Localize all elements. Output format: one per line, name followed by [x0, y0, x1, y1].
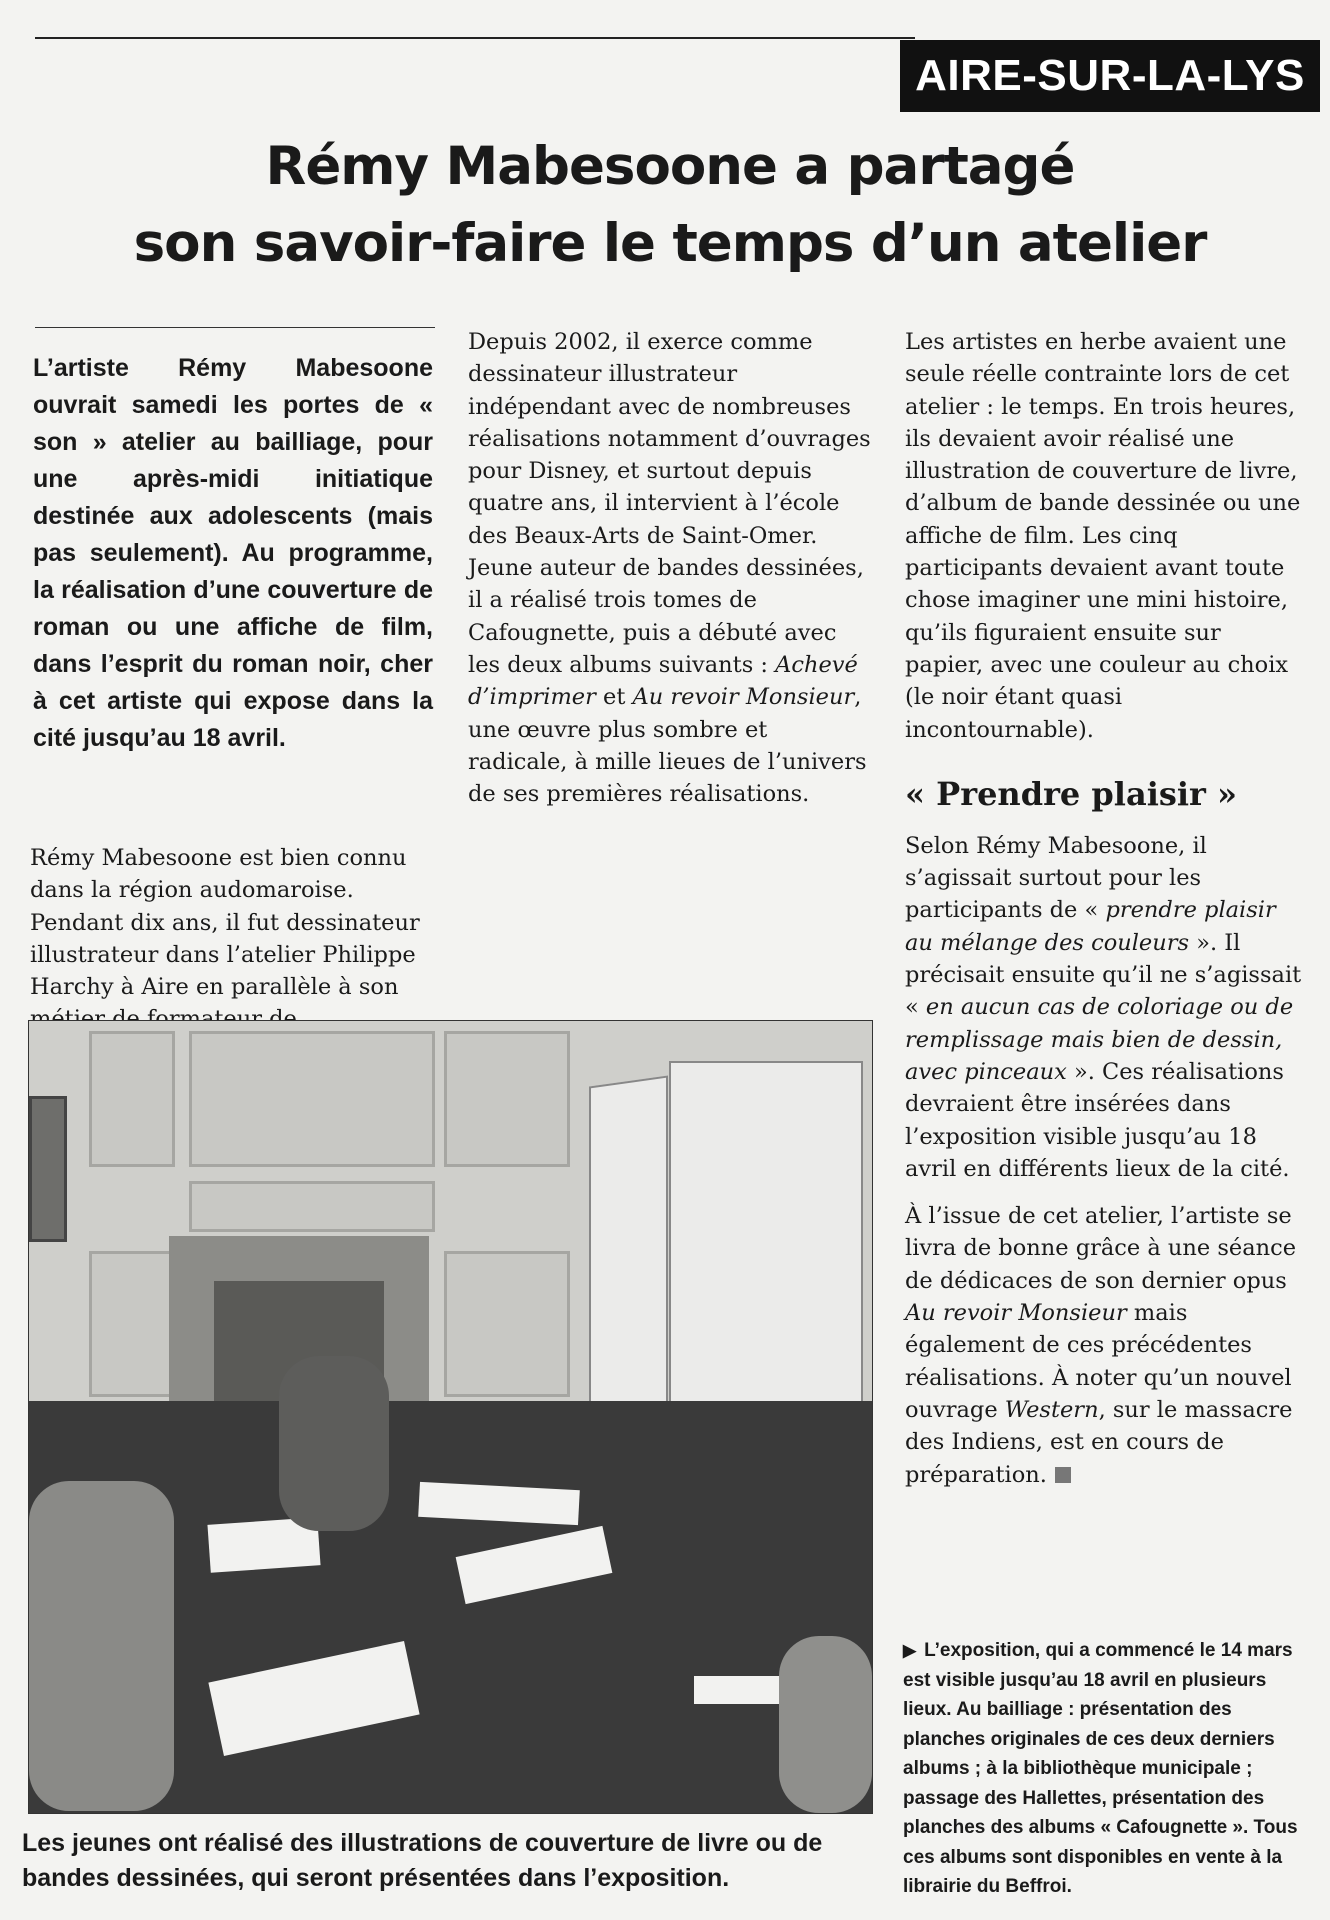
body-paragraph-5-b: mais également de ces précédentes réalisations. À noter qu’un nouvel ouvrage	[905, 1300, 1292, 1423]
column-1	[30, 842, 435, 1001]
photo-wall-panel	[89, 1031, 175, 1167]
body-paragraph-4-b: ». Il précisait ensuite qu’il ne s’agissait «	[905, 929, 1302, 1021]
top-rule	[35, 37, 915, 39]
body-paragraph-4-c: ». Ces réalisations devraient être insérées dans l’exposition visible jusqu’au 18 avril en différents lieux de la cité.	[905, 1058, 1290, 1182]
body-paragraph-2-end: , une œuvre plus sombre et radicale, à mille lieues de l’univers de ses premières réalisations.	[468, 684, 867, 808]
body-paragraph-2-text: Depuis 2002, il exerce comme dessinateur illustrateur indépendant avec de nombreuses réalisations notamment d’ouvrages pour Disney, et surtout depuis quatre ans, il intervient à l’école des Beaux-Arts de Saint-Omer. Jeune auteur de bandes dessinées, il a réalisé trois tomes de Cafougnette, puis a débuté avec les deux albums suivants :	[468, 329, 871, 678]
body-paragraph-3: Les artistes en herbe avaient une seule réelle contrainte lors de cet atelier : le temps. En trois heures, ils devaient avoir réalisé une illustration de couverture de livre, d’album de bande dessinée ou une affiche de film. Les cinq participants devaient avant toute chose imaginer une mini histoire, qu’ils figuraient ensuite sur papier, avec une couleur au choix (le noir étant quasi incontournable).	[905, 329, 1301, 743]
photo-wall-frame	[29, 1096, 67, 1242]
album-title-1: Achevé d’imprimer	[468, 651, 858, 711]
headline-line-1: Rémy Mabesoone a partagé	[265, 136, 1075, 197]
photo-artwork-sheet	[694, 1676, 779, 1704]
column-3	[905, 326, 1305, 1491]
infobox-text: L’exposition, qui a commencé le 14 mars est visible jusqu’au 18 avril en plusieurs lieux. Au bailliage : présentation des planches originales de ces deux derniers albums ; à la bibliothèque municipale ; passage des Hallettes, présentation des planches des albums « Cafougnette ». Tous ces albums sont disponibles en vente à la librairie du Beffroi.	[903, 1640, 1298, 1897]
photo-wall-panel	[189, 1181, 435, 1232]
section-tag: AIRE-SUR-LA-LYS	[900, 40, 1320, 112]
photo-wall-panel	[444, 1251, 570, 1397]
quote-1: prendre plaisir au mélange des couleurs	[905, 897, 1276, 956]
triangle-right-icon: ▶	[903, 1641, 917, 1660]
exhibition-infobox	[903, 1636, 1303, 1902]
column-2	[468, 326, 873, 810]
quote-2: en aucun cas de coloriage ou de remplissage mais bien de dessin, avec pinceaux	[905, 994, 1294, 1085]
body-paragraph-5	[905, 1200, 1305, 1491]
headline	[40, 128, 1300, 282]
photo-wall-panel	[444, 1031, 570, 1167]
photo-caption: Les jeunes ont réalisé des illustrations de couverture de livre ou de bandes dessinées, qui seront présentées dans l’exposition.	[22, 1829, 823, 1892]
album-title-4: Western	[1004, 1396, 1099, 1423]
lede-rule	[35, 327, 435, 328]
photo-girl-seated	[29, 1481, 174, 1811]
body-paragraph-4	[905, 830, 1305, 1185]
photo-wall-panel	[189, 1031, 435, 1167]
headline-line-2: son savoir-faire le temps d’un atelier	[133, 213, 1207, 274]
photo-boy-seated	[779, 1636, 872, 1813]
workshop-photo	[28, 1020, 873, 1814]
album-title-2: Au revoir Monsieur	[632, 684, 855, 711]
photo-person-crouching	[279, 1356, 389, 1531]
album-title-3: Au revoir Monsieur	[905, 1300, 1127, 1327]
end-mark-icon	[1055, 1467, 1071, 1483]
lede: L’artiste Rémy Mabesoone ouvrait samedi les portes de « son » atelier au bailliage, pour une après-midi initiatique destinée aux adolescents (mais pas seulement). Au programme, la réalisation d’une couverture de roman ou une affiche de film, dans l’esprit du roman noir, cher à cet artiste qui expose dans la cité jusqu’au 18 avril.	[33, 354, 433, 752]
body-paragraph-4-a: Selon Rémy Mabesoone, il s’agissait surtout pour les participants de «	[905, 832, 1207, 924]
body-paragraph-5-c: , sur le massacre des Indiens, est en cours de préparation.	[905, 1396, 1293, 1488]
body-paragraph-2	[468, 326, 873, 810]
body-paragraph-1: Rémy Mabesoone est bien connu dans la région audomaroise. Pendant dix ans, il fut dessinateur illustrateur dans l’atelier Philippe Harchy à Aire en parallèle à son	[30, 845, 420, 1001]
body-paragraph-5-a: À l’issue de cet atelier, l’artiste se livra de bonne grâce à une séance de dédicaces de son dernier opus	[905, 1203, 1297, 1294]
photo-wall-panel	[89, 1251, 175, 1397]
body-paragraph-2-and: et	[595, 684, 633, 711]
subheading: « Prendre plaisir »	[905, 774, 1238, 813]
